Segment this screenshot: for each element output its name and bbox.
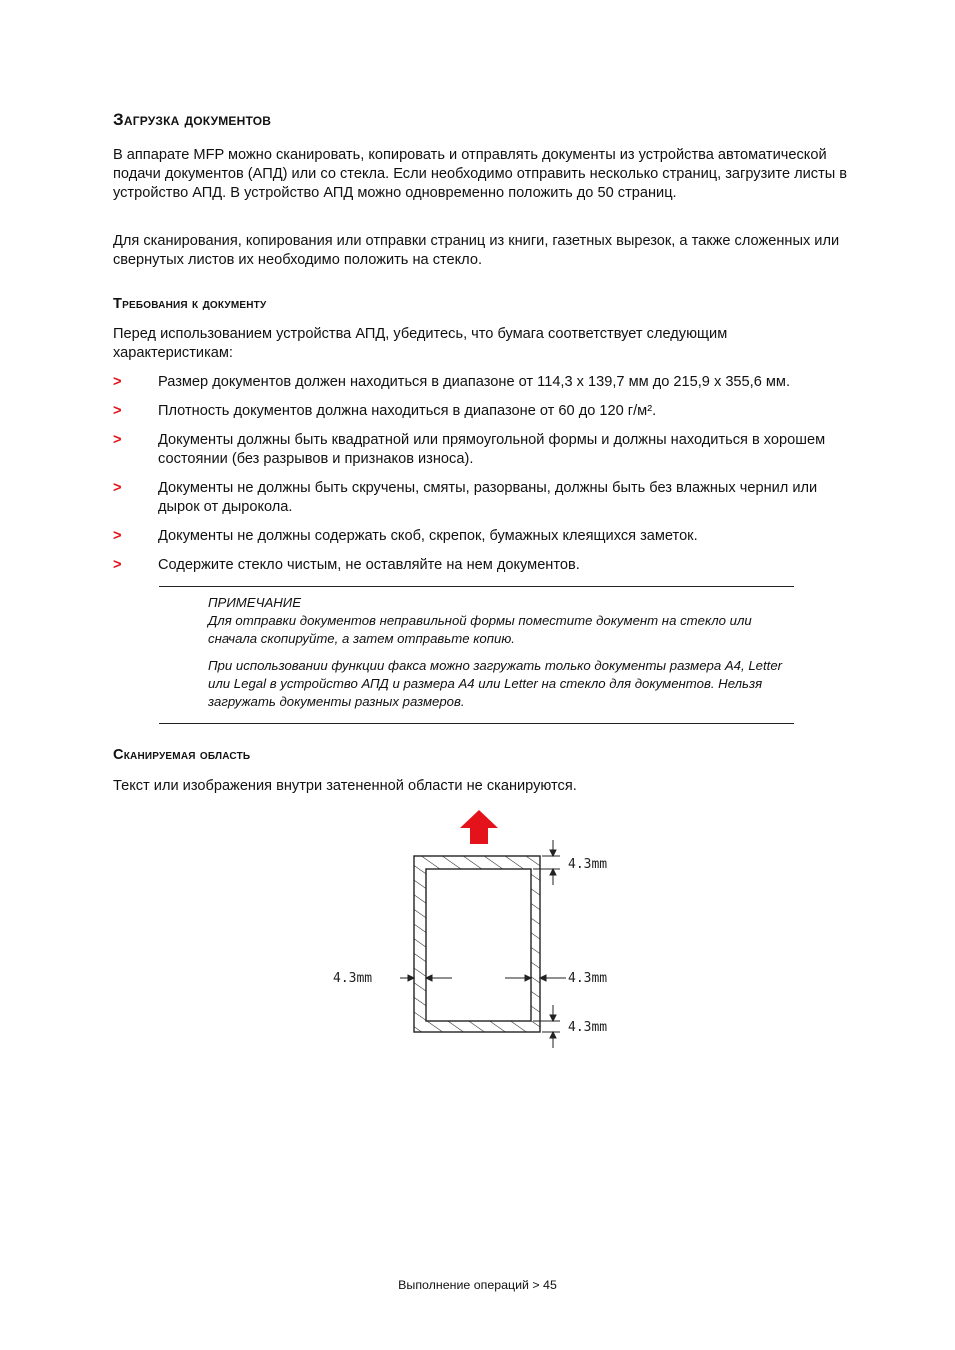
bullet-marker: > (113, 432, 122, 448)
left-margin-label: 4.3mm (333, 971, 373, 986)
list-item-text: Плотность документов должна находиться в диапазоне от 60 до 120 г/м². (158, 403, 657, 419)
scan-area-diagram (320, 800, 640, 1060)
page-footer: Выполнение операций > 45 (398, 1278, 557, 1292)
note-paragraph-1: Для отправки документов неправильной формы поместите документ на стекло или сначала скопируйте, а затем отправьте копию. (208, 613, 752, 646)
list-item (113, 479, 853, 517)
bullet-marker: > (113, 403, 122, 419)
note-bottom-divider (159, 723, 794, 724)
feed-direction-arrow-icon (460, 810, 498, 844)
note-paragraph-2: При использовании функции факса можно загружать только документы размера A4, Letter или Legal в устройство АПД и размера A4 или Letter на стекло для документов. Нельзя загружать документы разных размеров. (208, 658, 783, 709)
scan-area-text: Текст или изображения внутри затененной области не сканируются. (113, 778, 577, 794)
section-title: Загрузка документов (113, 110, 272, 129)
scannable-area (426, 869, 531, 1021)
requirements-title: Требования к документу (113, 296, 267, 312)
requirements-intro: Перед использованием устройства АПД, убедитесь, что бумага соответствует следующим характеристикам: (113, 326, 728, 361)
list-item-text: Документы должны быть квадратной или прямоугольной формы и должны находиться в хорошем состоянии (без разрывов и признаков износа). (158, 432, 826, 467)
list-item (113, 556, 853, 575)
intro-paragraph-1: В аппарате MFP можно сканировать, копировать и отправлять документы из устройства автоматической подачи документов (АПД) или со стекла. Если необходимо отправить несколько страниц, загрузите листы в устройство АПД. В устройство АПД можно одновременно положить до 50 страниц. (113, 147, 848, 201)
note-top-divider (159, 586, 794, 587)
list-item-text: Документы не должны содержать скоб, скрепок, бумажных клеящихся заметок. (158, 528, 698, 544)
bullet-marker: > (113, 480, 122, 496)
bullet-marker: > (113, 528, 122, 544)
requirements-list (113, 373, 853, 585)
list-item (113, 373, 853, 392)
right-margin-label: 4.3mm (568, 971, 608, 986)
scan-area-title: Сканируемая область (113, 747, 251, 763)
list-item (113, 431, 853, 469)
list-item (113, 527, 853, 546)
list-item-text: Размер документов должен находиться в диапазоне от 114,3 x 139,7 мм до 215,9 x 355,6 мм. (158, 374, 791, 390)
list-item (113, 402, 853, 421)
note-label: ПРИМЕЧАНИЕ (208, 595, 301, 610)
list-item-text: Документы не должны быть скручены, смяты, разорваны, должны быть без влажных чернил или дырок от дырокола. (158, 480, 818, 515)
intro-paragraph-2: Для сканирования, копирования или отправки страниц из книги, газетных вырезок, а также сложенных или свернутых листов их необходимо положить на стекло. (113, 233, 840, 268)
bullet-marker: > (113, 557, 122, 573)
bottom-margin-label: 4.3mm (568, 1020, 608, 1035)
note-box (208, 594, 788, 720)
bullet-marker: > (113, 374, 122, 390)
list-item-text: Содержите стекло чистым, не оставляйте на нем документов. (158, 557, 580, 573)
top-margin-label: 4.3mm (568, 857, 608, 872)
